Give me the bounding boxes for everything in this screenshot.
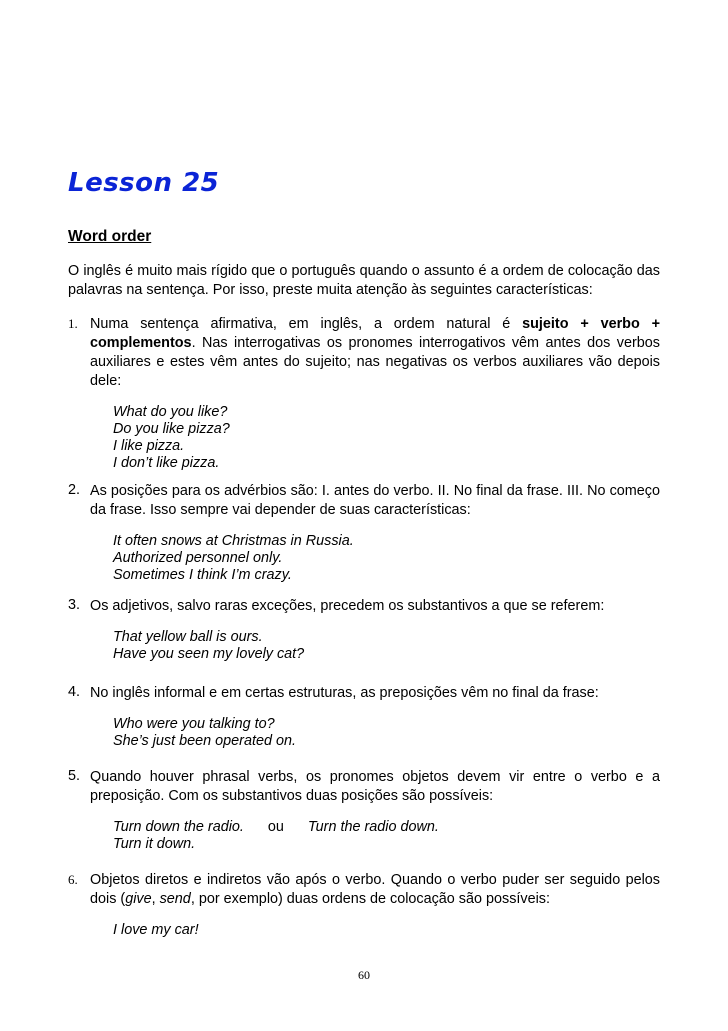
list-item — [68, 315, 660, 472]
example-list — [113, 629, 660, 663]
intro-paragraph: O inglês é muito mais rígido que o português quando o assunto é a ordem de colocação das palavras na sentença. Por isso, preste muita atenção às seguintes características: — [68, 263, 660, 298]
example-list — [113, 404, 660, 472]
example-sentence: That yellow ball is ours. — [113, 629, 263, 645]
example-list — [113, 533, 660, 584]
connector-word: ou — [267, 819, 284, 835]
item-text: Os adjetivos, salvo raras exceções, precedem os substantivos a que se referem: — [90, 598, 605, 614]
item-number: 1. — [68, 316, 78, 331]
item-number: 3. — [68, 597, 81, 613]
example-list — [113, 922, 660, 939]
list-item — [68, 597, 660, 663]
example-sentence: What do you like? — [113, 404, 228, 420]
item-text: Objetos diretos e indiretos vão após o verbo. Quando o verbo puder ser seguido pelos dois (give, send, por exemplo) duas ordens de colocação são possíveis: — [90, 872, 660, 907]
item-text: As posições para os advérbios são: I. antes do verbo. II. No final da frase. III. No começo da frase. Isso sempre vai depender de suas características: — [90, 483, 660, 518]
section-title: Word order — [68, 228, 152, 245]
example-sentence: I don’t like pizza. — [113, 455, 220, 471]
example-list — [113, 716, 660, 750]
list-item — [68, 871, 660, 939]
example-sentence: I like pizza. — [113, 438, 185, 454]
list-item — [68, 482, 660, 584]
bold-phrase: sujeito + verbo + complementos — [90, 316, 660, 351]
example-sentence: It often snows at Christmas in Russia. — [113, 533, 354, 549]
document-page — [68, 0, 660, 1031]
example-sentence: She’s just been operated on. — [113, 733, 296, 749]
example-sentence: Have you seen my lovely cat? — [113, 646, 305, 662]
list-item — [68, 684, 660, 750]
lesson-title: Lesson 25 — [68, 168, 220, 198]
item-number: 5. — [68, 768, 81, 784]
example-sentence: Do you like pizza? — [113, 421, 230, 437]
example-sentence: I love my car! — [113, 922, 199, 938]
list-item — [68, 768, 660, 853]
example-sentence: Sometimes I think I’m crazy. — [113, 567, 292, 583]
item-text: Numa sentença afirmativa, em inglês, a ordem natural é sujeito + verbo + complementos. Nas interrogativas os pronomes interrogativos vêm antes dos verbos auxiliares e estes vêm antes do sujeito; nas negativas os verbos auxiliares vão depois dele: — [90, 316, 660, 389]
example-list — [113, 819, 660, 853]
item-number: 6. — [68, 872, 78, 887]
example-row — [113, 819, 660, 836]
example-sentence: Turn it down. — [113, 836, 196, 852]
example-sentence: Turn down the radio. — [113, 819, 244, 835]
example-sentence: Turn the radio down. — [307, 819, 439, 835]
example-sentence: Authorized personnel only. — [113, 550, 283, 566]
page-number: 60 — [358, 968, 370, 982]
item-number: 2. — [68, 482, 81, 498]
item-number: 4. — [68, 684, 81, 700]
item-text: No inglês informal e em certas estruturas, as preposições vêm no final da frase: — [90, 685, 599, 701]
item-text: Quando houver phrasal verbs, os pronomes objetos devem vir entre o verbo e a preposição. Com os substantivos duas posições são possíveis: — [90, 769, 660, 804]
example-sentence: Who were you talking to? — [113, 716, 275, 732]
